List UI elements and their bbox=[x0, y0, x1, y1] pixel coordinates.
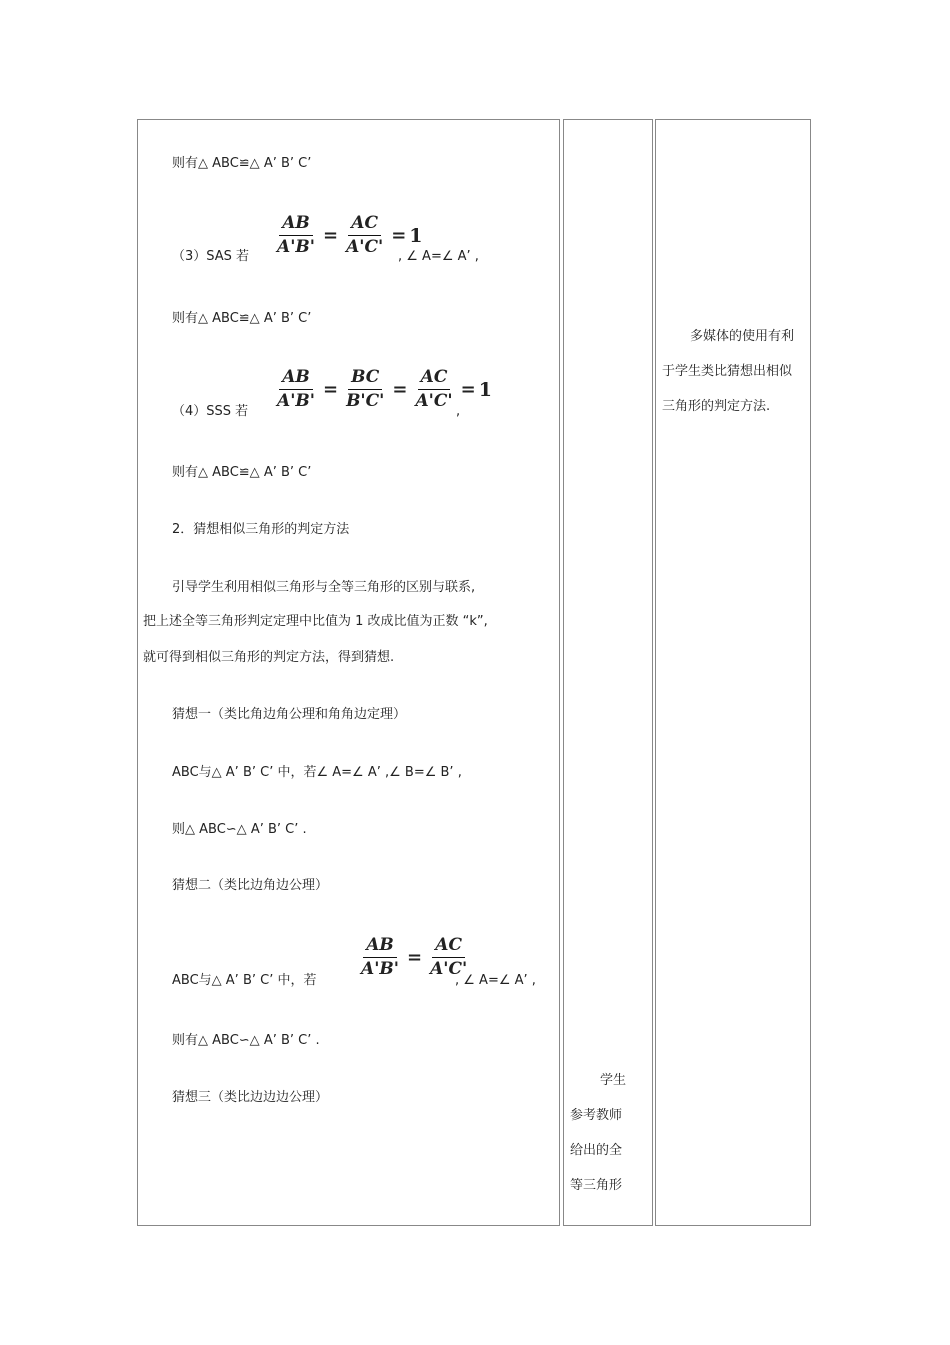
guess2-num-2: AC bbox=[432, 936, 465, 958]
guide-line-3: 就可得到相似三角形的判定方法，得到猜想. bbox=[143, 650, 395, 665]
design-intent-note: 多媒体的使用有利于学生类比猜想出相似三角形的判定方法. bbox=[662, 329, 795, 414]
sas-num-2: AC bbox=[348, 214, 381, 236]
sss-one: 1 bbox=[478, 378, 492, 401]
content-column bbox=[137, 119, 560, 1226]
sss-den-2: B'C' bbox=[346, 391, 385, 411]
then-congruent-line-1: 则有△ ABC≌△ A’ B’ C’ bbox=[172, 156, 312, 171]
sss-den-3: A'C' bbox=[415, 391, 453, 411]
guess-2-condition: ABC与△ A’ B’ C’ 中，若 bbox=[172, 973, 317, 988]
guess-3-title: 猜想三（类比边边边公理） bbox=[172, 1090, 329, 1105]
student-note-line-1: 学生 bbox=[600, 1073, 627, 1088]
then-congruent-line-3: 则有△ ABC≌△ A’ B’ C’ bbox=[172, 465, 312, 480]
guide-line-2: 把上述全等三角形判定定理中比值为 1 改成比值为正数 “k”, bbox=[143, 614, 488, 629]
student-note-line-2: 参考教师 bbox=[570, 1108, 623, 1123]
guess-1-conclusion: 则△ ABC∽△ A’ B’ C’ . bbox=[172, 822, 307, 837]
sss-ratio-formula: $\frac{AB}{A'B'}$ = $\frac{BC}{B'C'}$ = $\frac{AC}{A'C'}$ = 1 bbox=[272, 368, 492, 411]
sas-den-2: A'C' bbox=[346, 237, 384, 257]
sas-den-1: A'B' bbox=[277, 237, 315, 257]
design-intent-column bbox=[655, 119, 811, 1226]
guess2-den-1: A'B' bbox=[361, 959, 399, 979]
guess-2-conclusion: 则有△ ABC∽△ A’ B’ C’ . bbox=[172, 1033, 320, 1048]
sas-label: （3）SAS 若 bbox=[172, 249, 250, 264]
then-congruent-line-2: 则有△ ABC≌△ A’ B’ C’ bbox=[172, 311, 312, 326]
sss-label: （4）SSS 若 bbox=[172, 404, 249, 419]
sss-num-1: AB bbox=[279, 368, 313, 390]
student-note-line-3: 给出的全 bbox=[570, 1143, 623, 1158]
sas-num-1: AB bbox=[279, 214, 313, 236]
student-activity-column bbox=[563, 119, 653, 1226]
guess2-num-1: AB bbox=[363, 936, 397, 958]
sas-ratio-formula: $\frac{AB}{A'B'}$ = $\frac{AC}{A'C'}$ = 1 bbox=[272, 214, 423, 257]
guess-2-angle-condition: , ∠ A=∠ A’ , bbox=[455, 973, 536, 988]
student-note-line-4: 等三角形 bbox=[570, 1178, 623, 1193]
guess-2-ratio-formula: $\frac{AB}{A'B'}$ = $\frac{AC}{A'C'}$ bbox=[356, 936, 472, 979]
sss-den-1: A'B' bbox=[277, 391, 315, 411]
sss-num-3: AC bbox=[418, 368, 451, 390]
sas-angle-condition: , ∠ A=∠ A’ , bbox=[398, 249, 479, 264]
sss-num-2: BC bbox=[348, 368, 382, 390]
guess-2-title: 猜想二（类比边角边公理） bbox=[172, 878, 329, 893]
guide-line-1: 引导学生利用相似三角形与全等三角形的区别与联系, bbox=[172, 580, 476, 595]
section-heading-2: 2．猜想相似三角形的判定方法 bbox=[172, 522, 350, 537]
guess2-den-2: A'C' bbox=[430, 959, 468, 979]
sas-one: 1 bbox=[409, 224, 423, 247]
guess-1-condition: ABC与△ A’ B’ C’ 中，若∠ A=∠ A’ ,∠ B=∠ B’ , bbox=[172, 765, 462, 780]
guess-1-title: 猜想一（类比角边角公理和角角边定理） bbox=[172, 707, 407, 722]
sss-tail: , bbox=[456, 404, 461, 419]
